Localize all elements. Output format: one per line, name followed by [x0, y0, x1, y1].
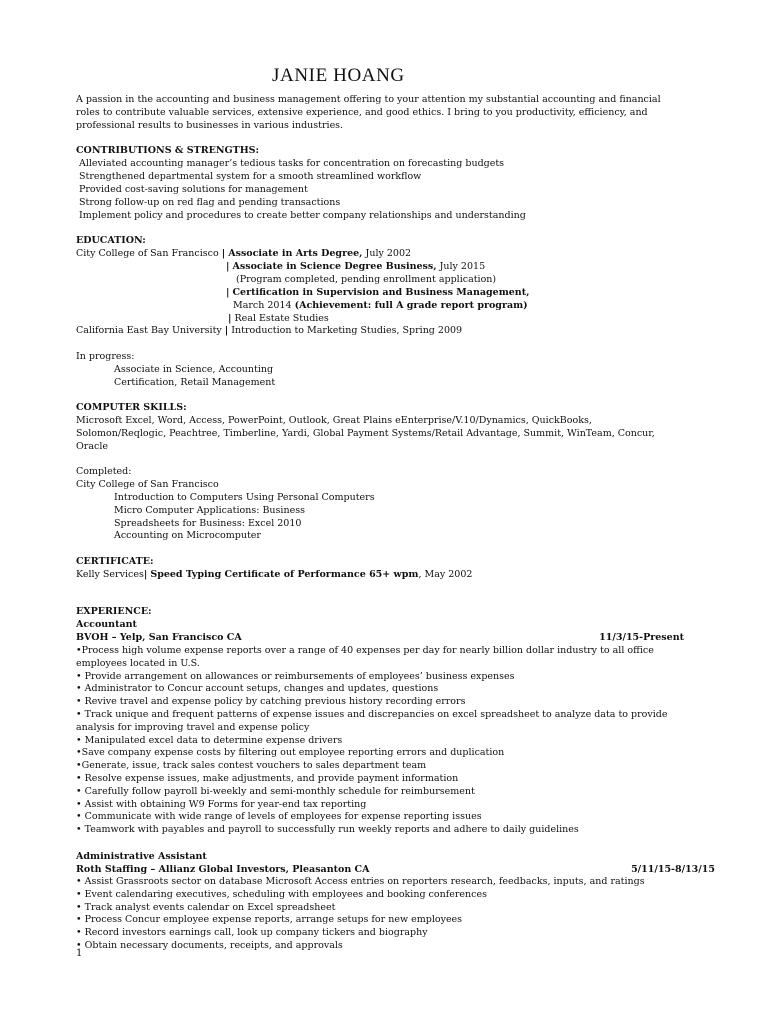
education-entry [76, 248, 411, 261]
strength-item: Provided cost-saving solutions for management [79, 184, 308, 195]
job-bullet: • Record investors earnings call, look up company tickers and biography [76, 927, 428, 939]
skills-line: Microsoft Excel, Word, Access, PowerPoint, Outlook, Great Plains eEnterprise/V.10/Dynamics, QuickBooks, [76, 415, 592, 426]
skills-line: Oracle [76, 441, 108, 452]
completed-school: City College of San Francisco [76, 479, 219, 490]
job-title: Accountant [76, 619, 137, 630]
degree-date: March 2014 [233, 300, 292, 311]
job-bullet: • Process Concur employee expense reports, arrange setups for new employees [76, 914, 463, 926]
job-bullet: • Communicate with wide range of levels of employees for expense reporting issues [76, 811, 482, 823]
education-entry [226, 287, 529, 300]
completed-course: Micro Computer Applications: Business [114, 505, 305, 516]
education-entry [228, 313, 329, 326]
job-bullet: • Carefully follow payroll bi-weekly and semi-monthly schedule for reimbursement [76, 785, 475, 797]
in-progress-item: Certification, Retail Management [114, 377, 276, 388]
job-bullet: •Save company expense costs by filtering out employee reporting errors and duplication [76, 747, 505, 759]
education-entry [226, 261, 485, 274]
certificate-org: Kelly Services [76, 569, 144, 580]
separator: | [226, 261, 230, 272]
degree-date: July 2002 [365, 248, 412, 259]
job-bullet: •Process high volume expense reports over a range of 40 expenses per day for nearly billion dollar industry to all office [76, 645, 654, 656]
education-entry [76, 325, 462, 338]
job-bullet: analysis for improving travel and expense policy [76, 721, 310, 733]
page-number: 1 [76, 948, 83, 959]
certificate-date: , May 2002 [418, 569, 473, 580]
job-bullet: • Administrator to Concur account setups, changes and updates, questions [76, 683, 439, 695]
achievement: (Achievement: full A grade report program) [294, 300, 528, 311]
degree: Associate in Science Degree Business, [232, 261, 437, 272]
completed-label: Completed: [76, 466, 132, 477]
job-bullet: • Track analyst events calendar on Excel spreadsheet [76, 901, 336, 913]
summary-line: roles to contribute valuable services, extensive experience, and good ethics. I bring to you productivity, efficiency, and [76, 107, 648, 118]
certificate-title: Speed Typing Certificate of Performance 65+ wpm [150, 569, 419, 580]
summary-line: professional results to businesses in various industries. [76, 120, 344, 131]
completed-course: Introduction to Computers Using Personal Computers [114, 492, 375, 503]
degree-note: (Program completed, pending enrollment application) [236, 274, 497, 285]
completed-course: Spreadsheets for Business: Excel 2010 [114, 518, 302, 529]
separator: | [221, 248, 226, 259]
experience-heading: EXPERIENCE: [76, 606, 152, 617]
certificate-entry [76, 569, 472, 582]
strengths-heading: CONTRIBUTIONS & STRENGTHS: [76, 145, 260, 156]
job-title: Administrative Assistant [76, 851, 207, 862]
in-progress-label: In progress: [76, 351, 135, 362]
summary-line: A passion in the accounting and business management offering to your attention my substantial accounting and financial [76, 94, 661, 105]
school-name: City College of San Francisco [76, 248, 219, 259]
computer-skills-heading: COMPUTER SKILLS: [76, 402, 187, 413]
completed-course: Accounting on Microcomputer [114, 530, 261, 541]
job-bullet: • Event calendaring executives, scheduling with employees and booking conferences [76, 888, 487, 900]
job-bullet: employees located in U.S. [76, 657, 200, 669]
job-bullet: • Revive travel and expense policy by catching previous history recording errors [76, 696, 466, 708]
in-progress-item: Associate in Science, Accounting [114, 364, 274, 375]
skills-line: Solomon/Reqlogic, Peachtree, Timberline, Yardi, Global Payment Systems/Retail Advantage, Summit, WinTeam, Concur, [76, 428, 655, 439]
separator: | [143, 569, 148, 580]
job-dates: 5/11/15-8/13/15 [631, 864, 715, 875]
job-bullet: • Track unique and frequent patterns of expense issues and discrepancies on excel spreadsheet to analyze data to provide [76, 709, 668, 720]
degree-date: July 2015 [439, 261, 486, 272]
strength-item: Alleviated accounting manager’s tedious tasks for concentration on forecasting budgets [79, 158, 505, 169]
job-bullet: • Obtain necessary documents, receipts, and approvals [76, 940, 343, 951]
job-bullet: • Provide arrangement on allowances or reimbursements of employees’ business expenses [76, 670, 515, 682]
job-bullet: • Resolve expense issues, make adjustments, and provide payment information [76, 773, 459, 784]
separator: | [224, 325, 229, 336]
job-bullet: • Manipulated excel data to determine expense drivers [76, 734, 343, 746]
strength-item: Implement policy and procedures to create better company relationships and understanding [79, 210, 526, 221]
job-dates: 11/3/15-Present [599, 632, 684, 643]
job-bullet: •Generate, issue, track sales contest vouchers to sales department team [76, 760, 427, 772]
separator: | [228, 313, 232, 324]
job-bullet: • Assist with obtaining W9 Forms for year-end tax reporting [76, 798, 367, 810]
certificate-heading: CERTIFICATE: [76, 556, 154, 567]
degree: Certification in Supervision and Business Management, [232, 287, 530, 298]
strength-item: Strong follow-up on red flag and pending transactions [79, 197, 341, 208]
school-name: California East Bay University [76, 325, 222, 336]
job-bullet: • Assist Grassroots sector on database Microsoft Access entries on reporters research, feedbacks, inputs, and ratings [76, 876, 645, 887]
degree: Associate in Arts Degree, [228, 248, 363, 259]
resume-name: JANIE HOANG [272, 65, 405, 86]
degree: Real Estate Studies [234, 313, 329, 324]
education-heading: EDUCATION: [76, 235, 146, 246]
strength-item: Strengthened departmental system for a smooth streamlined workflow [79, 171, 422, 182]
job-company: Roth Staffing – Allianz Global Investors, Pleasanton CA [76, 864, 370, 875]
separator: | [226, 287, 230, 298]
education-entry [233, 300, 528, 313]
job-bullet: • Teamwork with payables and payroll to successfully run weekly reports and adhere to daily guidelines [76, 824, 579, 836]
degree: Introduction to Marketing Studies, Spring 2009 [231, 325, 463, 336]
job-company: BVOH – Yelp, San Francisco CA [76, 632, 242, 643]
